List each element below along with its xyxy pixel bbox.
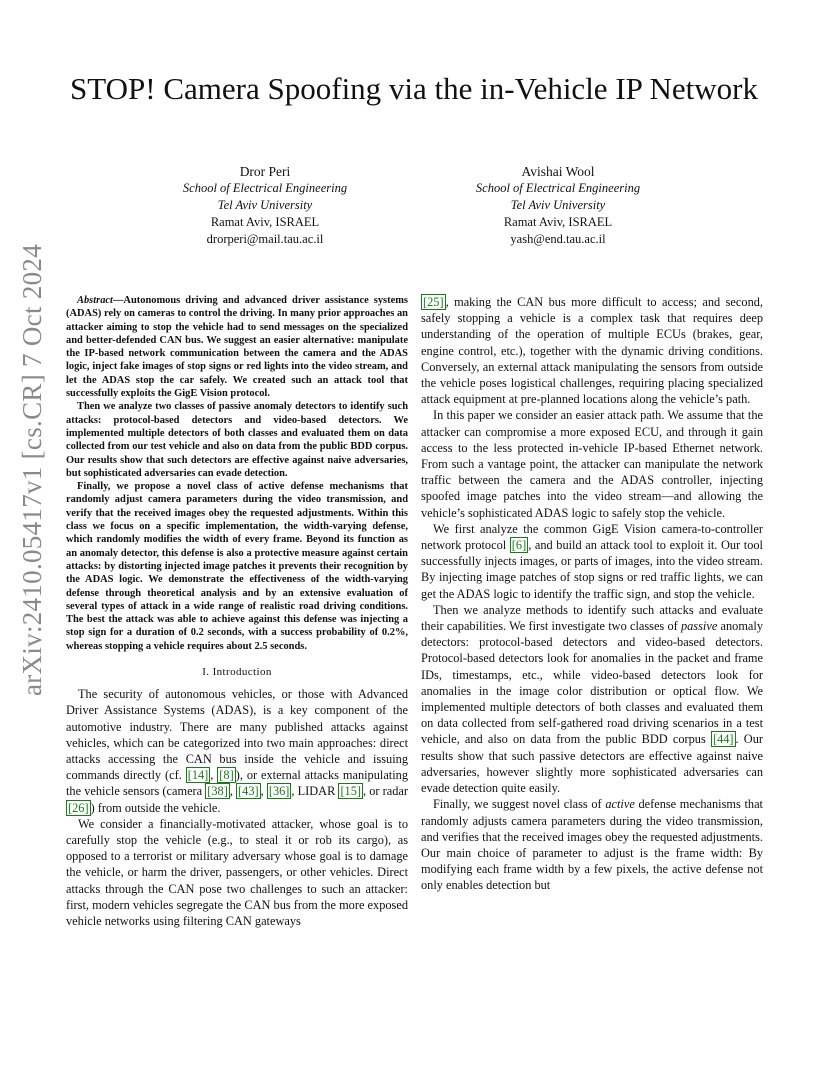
author-email: drorperi@mail.tau.ac.il (206, 232, 324, 246)
author-location: Ramat Aviv, ISRAEL (503, 215, 613, 229)
citation-link[interactable]: [36] (268, 784, 290, 799)
body-paragraph-part1: We consider a financially-motivated attacker, whose goal is to carefully stop the vehicle (e.g., to steal it or rob its cargo), as opposed to a terrorist or military adversary whose goal is to damage the vehicle, or harm the driver, passengers, or other vehicles. Direct attacks through the CAN pose two challenges to such an attacker: first, modern vehicles segregate the CAN bus from the more exposed vehicle networks using filtering CAN gateways (66, 816, 408, 929)
citation-link[interactable]: [43] (238, 784, 259, 799)
citation-link[interactable]: [8] (219, 768, 234, 783)
author-name: Avishai Wool (521, 164, 595, 179)
author-department: School of Electrical Engineering (475, 181, 641, 195)
author-block (408, 163, 708, 248)
citation-link[interactable]: [26] (68, 800, 89, 815)
citation-link[interactable]: [25] (423, 295, 444, 309)
citation-link[interactable]: [44] (712, 732, 734, 747)
arxiv-identifier-stamp: arXiv:2410.05417v1 [cs.CR] 7 Oct 2024 (17, 243, 47, 697)
body-paragraph: Then we analyze methods to identify such attacks and evaluate their capabilities. We first investigate two classes of passive anomaly detectors: protocol-based detectors and video-based detectors. Protocol-based detectors look for anomalies in the packet and frame IDs, timestamps, etc., while video-based detectors look for anomalies in the image color distribution or optical flow. We implemented multiple detectors of both classes and evaluated them on data collected from self-gathered road driving scenarios in a test vehicle, and also on data from the public BDD corpus [44] . Our results show that such passive detectors are effective against naive adversaries, however slightly more sophisticated adversaries can evade detection quite easily. (421, 602, 764, 796)
author-email: yash@end.tau.ac.il (510, 232, 606, 246)
author-department: School of Electrical Engineering (182, 181, 348, 195)
author-name: Dror Peri (239, 164, 291, 179)
body-paragraph-part2: [25] , making the CAN bus more difficult to access; and second, safely stopping a vehicle is a complex task that requires deep understanding of the operation of multiple ECUs (brakes, gear, engine control, etc.), together with the dynamic driving conditions. Conversely, an external attack manipulating the sensors from outside the vehicle poses logistical challenges, requiring placing specialized attack equipment at pre-planned locations along the vehicle’s path. (421, 295, 763, 407)
abstract-paragraph: Abstract—Autonomous driving and advanced driver assistance systems (ADAS) rely on cameras to control the driving. In many prior approaches an attacker aiming to stop the vehicle had to send messages on the specialized and better-defended CAN bus. We suggest an easier alternative: manipulate the IP-based network communication between the camera and the ADAS logic, inject fake images of stop signs or red lights into the video stream, and let the ADAS stop the car safely. We created such an attack tool that successfully exploits the GigE Vision protocol. (66, 295, 408, 400)
body-paragraph: Finally, we suggest novel class of active defense mechanisms that randomly adjusts camera parameters during the video transmission, and verifies that the received images obey the requested adjustments. Our main choice of parameter to adjust is the frame width: By modifying each frame width by a few pixels, the active defense not only enables detection but (421, 797, 763, 893)
citation-link[interactable]: [6] (511, 538, 527, 553)
abstract-label: Abstract (77, 295, 113, 306)
body-paragraph: The security of autonomous vehicles, or those with Advanced Driver Assistance Systems (ADAS), is a key component of the automotive industry. There are many published attacks against vehicles, which can be categorized into two main approaches: direct attacks accessing the CAN bus inside the vehicle and issuing commands directly (cf. [14] , [8] ), or external attacks manipulating the vehicle sensors (camera [38] , [43] , [36] , LIDAR [15] , or radar [26] ) from outside the vehicle. (66, 687, 408, 815)
right-column (421, 294, 763, 894)
author-block (115, 163, 415, 248)
author-location: Ramat Aviv, ISRAEL (210, 215, 320, 229)
abstract-paragraph: Then we analyze two classes of passive anomaly detectors to identify such attacks: protocol-based detectors and video-based detectors. We implemented multiple detectors of both classes and evaluated them on data collected from our test vehicle and also on data from the public BDD corpus. Our results show that such detectors are effective against naive adversaries, but sophisticated adversaries can evade detection. (66, 401, 408, 479)
paper-title: STOP! Camera Spoofing via the in-Vehicle IP Network (70, 71, 758, 106)
body-paragraph: We first analyze the common GigE Vision camera-to-controller network protocol [6] , and build an attack tool to exploit it. Our tool successfully injects images, or parts of images, into the video stream. By injecting image patches of stop signs or red traffic lights, we can get the ADAS logic to identify the traffic sign, and stop the vehicle. (421, 521, 763, 601)
citation-link[interactable]: [15] (340, 784, 362, 799)
body-paragraph: In this paper we consider an easier attack path. We assume that the attacker can compromise a more exposed ECU, and through it gain access to the less protected in-vehicle IP-based Ethernet network. From such a vantage point, the attacker can manipulate the network traffic between the camera and the ADAS controller, injecting spoofed image patches into the video stream—and allowing the vehicle’s sophisticated ADAS logic to safely stop the vehicle. (421, 408, 763, 520)
author-university: Tel Aviv University (217, 198, 313, 212)
left-column (66, 294, 408, 929)
citation-link[interactable]: [38] (207, 784, 228, 799)
section-heading: I. Introduction (202, 666, 272, 679)
abstract-paragraph: Finally, we propose a novel class of active defense mechanisms that randomly adjust camera parameters during the video transmission, and verify that the received images obey the requested adjustments. Within this class we focus on a specific implementation, the width-varying defense, which randomly modifies the width of every frame. Beyond its function as an anomaly detector, this defense is also a protective measure against certain attacks: by distorting injected image patches it prevents their recognition by the ADAS logic. We demonstrate the effectiveness of the width-varying defense through theoretical analysis and by an extensive evaluation of several types of attack in a wide range of realistic road driving conditions. The best the attack was able to achieve against this defense was injecting a stop sign for a duration of 0.2 seconds, with a success probability of 0.2%, whereas stopping a vehicle requires about 2.5 seconds. (66, 481, 408, 652)
author-university: Tel Aviv University (510, 198, 606, 212)
citation-link[interactable]: [14] (187, 768, 209, 783)
